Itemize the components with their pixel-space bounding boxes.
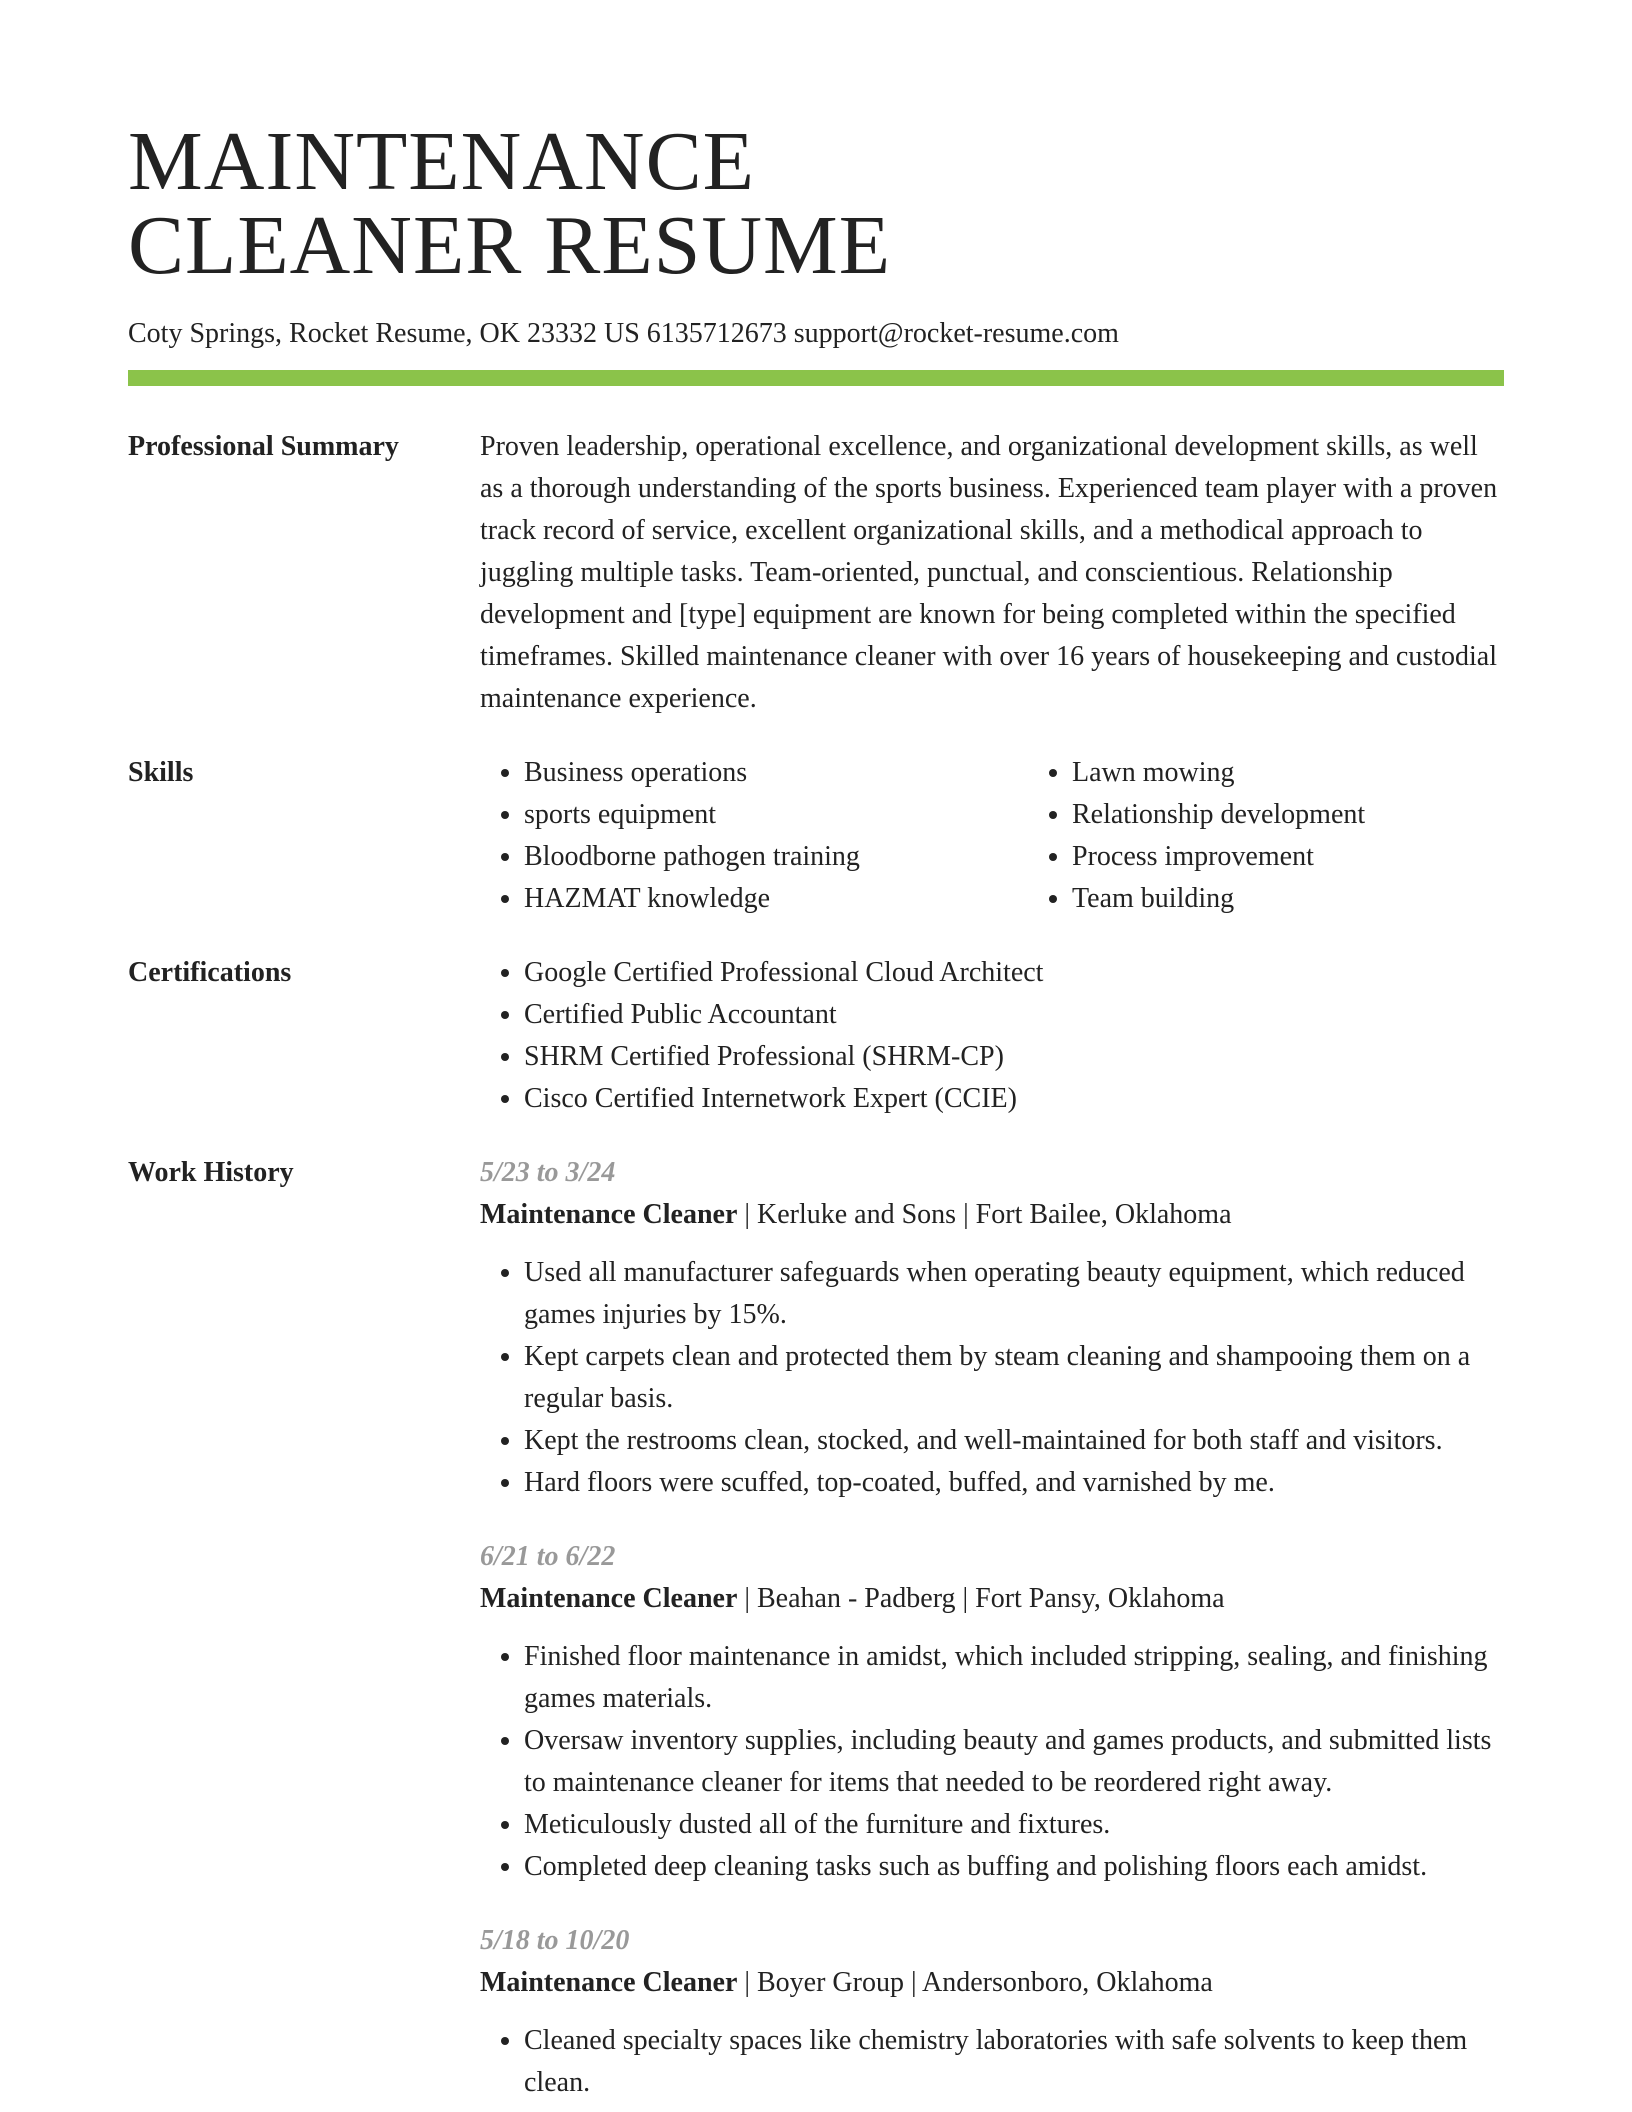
job-header [480, 1194, 1504, 1236]
skill-item: • Business operations [524, 752, 1028, 794]
skills-label: Skills [128, 757, 194, 788]
skill-item: • Team building [1072, 878, 1576, 920]
skills-section [128, 752, 1504, 920]
skills-list-left [480, 752, 1028, 920]
summary-label: Professional Summary [128, 431, 399, 462]
job-title: Maintenance Cleaner [480, 1199, 738, 1230]
job-bullets [480, 1636, 1504, 1888]
job-entry [480, 1152, 1504, 1504]
job-bullet: • Used all manufacturer safeguards when operating beauty equipment, which reduced games injuries by 15%. [524, 1252, 1504, 1336]
job-bullet: • Kept carpets clean and protected them by steam cleaning and shampooing them on a regular basis. [524, 1336, 1504, 1420]
job-dates: 5/23 to 3/24 [480, 1157, 616, 1188]
job-company-location: | Beahan - Padberg | Fort Pansy, Oklahoma [737, 1583, 1225, 1614]
resume-title [128, 115, 1504, 292]
summary-section [128, 426, 1504, 720]
job-header [480, 1578, 1504, 1620]
job-header [480, 1962, 1504, 2004]
job-entry [480, 1536, 1504, 1888]
job-dates: 6/21 to 6/22 [480, 1541, 616, 1572]
job-company-location: | Kerluke and Sons | Fort Bailee, Oklahoma [737, 1199, 1232, 1230]
job-bullet: • Oversaw inventory supplies, including beauty and games products, and submitted lists to maintenance cleaner for items that needed to be reordered right away. [524, 1720, 1504, 1804]
skill-item: • Lawn mowing [1072, 752, 1576, 794]
skill-item: • Process improvement [1072, 836, 1576, 878]
certifications-list [480, 952, 1504, 1120]
job-bullet: • Hard floors were scuffed, top-coated, buffed, and varnished by me. [524, 1462, 1504, 1504]
skill-item: • Relationship development [1072, 794, 1576, 836]
job-bullet: • Completed deep cleaning tasks such as buffing and polishing floors each amidst. [524, 1846, 1504, 1888]
job-bullet: • Meticulously dusted all of the furniture and fixtures. [524, 1804, 1504, 1846]
accent-divider [128, 370, 1504, 386]
work-history-section [128, 1152, 1504, 2104]
summary-text: Proven leadership, operational excellence, and organizational development skills, as well as a thorough understanding of the sports business. Experienced team player with a proven track record of service, excellent organizational skills, and a methodical approach to juggling multiple tasks. Team-oriented, punctual, and conscientious. Relationship development and [type] equipment are known for being completed within the specified timeframes. Skilled maintenance cleaner with over 16 years of housekeeping and custodial maintenance experience. [480, 431, 1498, 714]
skill-item: • HAZMAT knowledge [524, 878, 1028, 920]
certification-item: • Certified Public Accountant [524, 994, 1504, 1036]
contact-info: Coty Springs, Rocket Resume, OK 23332 US 6135712673 support@rocket-resume.com [128, 318, 1119, 349]
job-bullet: • Cleaned specialty spaces like chemistry laboratories with safe solvents to keep them clean. [524, 2020, 1504, 2104]
certification-item: • Cisco Certified Internetwork Expert (CCIE) [524, 1078, 1504, 1120]
job-title: Maintenance Cleaner [480, 1583, 738, 1614]
certification-item: • SHRM Certified Professional (SHRM-CP) [524, 1036, 1504, 1078]
job-dates: 5/18 to 10/20 [480, 1925, 630, 1956]
certification-item: • Google Certified Professional Cloud Architect [524, 952, 1504, 994]
job-entry [480, 1920, 1504, 2104]
job-bullet: • Kept the restrooms clean, stocked, and well-maintained for both staff and visitors. [524, 1420, 1504, 1462]
work-history-label: Work History [128, 1157, 294, 1188]
resume-title-line-1: MAINTENANCE [128, 115, 755, 208]
job-title: Maintenance Cleaner [480, 1967, 738, 1998]
job-company-location: | Boyer Group | Andersonboro, Oklahoma [737, 1967, 1213, 1998]
certifications-label: Certifications [128, 957, 292, 988]
certifications-section [128, 952, 1504, 1120]
job-bullets [480, 2020, 1504, 2104]
resume-page [128, 115, 1504, 2104]
job-bullet: • Finished floor maintenance in amidst, which included stripping, sealing, and finishing games materials. [524, 1636, 1504, 1720]
skill-item: • sports equipment [524, 794, 1028, 836]
resume-title-line-2: CLEANER RESUME [128, 199, 892, 292]
job-bullets [480, 1252, 1504, 1504]
skill-item: • Bloodborne pathogen training [524, 836, 1028, 878]
skills-list-right [1028, 752, 1576, 920]
